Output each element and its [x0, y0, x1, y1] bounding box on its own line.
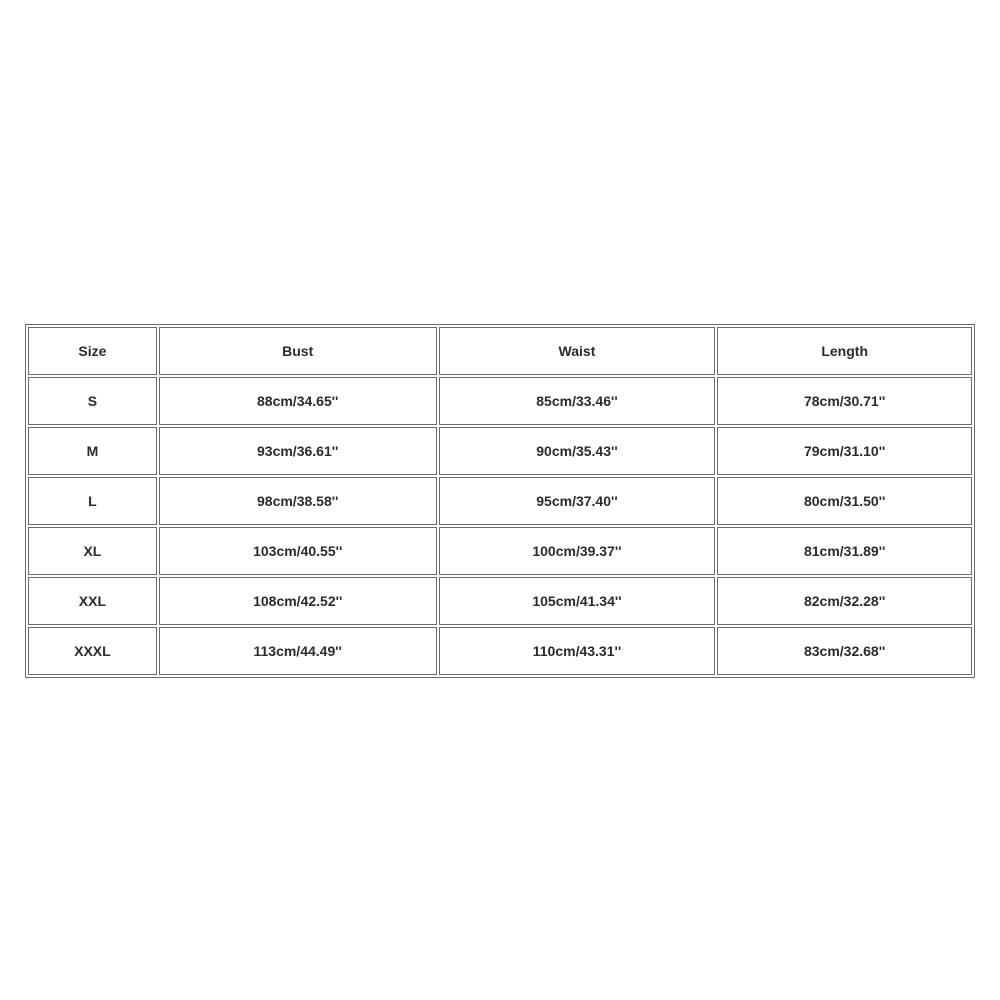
bust-cell: 93cm/36.61'' [159, 427, 437, 475]
table-row [28, 527, 972, 575]
bust-cell: 113cm/44.49'' [159, 627, 437, 675]
length-cell: 79cm/31.10'' [717, 427, 972, 475]
table-row [28, 377, 972, 425]
bust-cell: 88cm/34.65'' [159, 377, 437, 425]
header-length: Length [717, 327, 972, 375]
size-cell: L [28, 477, 157, 525]
length-cell: 78cm/30.71'' [717, 377, 972, 425]
table-row [28, 427, 972, 475]
waist-cell: 85cm/33.46'' [439, 377, 716, 425]
table-row [28, 477, 972, 525]
length-cell: 83cm/32.68'' [717, 627, 972, 675]
length-cell: 81cm/31.89'' [717, 527, 972, 575]
table-header-row [28, 327, 972, 375]
length-cell: 82cm/32.28'' [717, 577, 972, 625]
waist-cell: 105cm/41.34'' [439, 577, 716, 625]
size-cell: S [28, 377, 157, 425]
waist-cell: 100cm/39.37'' [439, 527, 716, 575]
table-row [28, 627, 972, 675]
header-waist: Waist [439, 327, 716, 375]
waist-cell: 90cm/35.43'' [439, 427, 716, 475]
waist-cell: 110cm/43.31'' [439, 627, 716, 675]
header-bust: Bust [159, 327, 437, 375]
size-cell: M [28, 427, 157, 475]
bust-cell: 103cm/40.55'' [159, 527, 437, 575]
bust-cell: 108cm/42.52'' [159, 577, 437, 625]
size-cell: XXL [28, 577, 157, 625]
length-cell: 80cm/31.50'' [717, 477, 972, 525]
waist-cell: 95cm/37.40'' [439, 477, 716, 525]
bust-cell: 98cm/38.58'' [159, 477, 437, 525]
size-cell: XXXL [28, 627, 157, 675]
header-size: Size [28, 327, 157, 375]
size-chart-table [25, 324, 975, 678]
size-cell: XL [28, 527, 157, 575]
table-row [28, 577, 972, 625]
